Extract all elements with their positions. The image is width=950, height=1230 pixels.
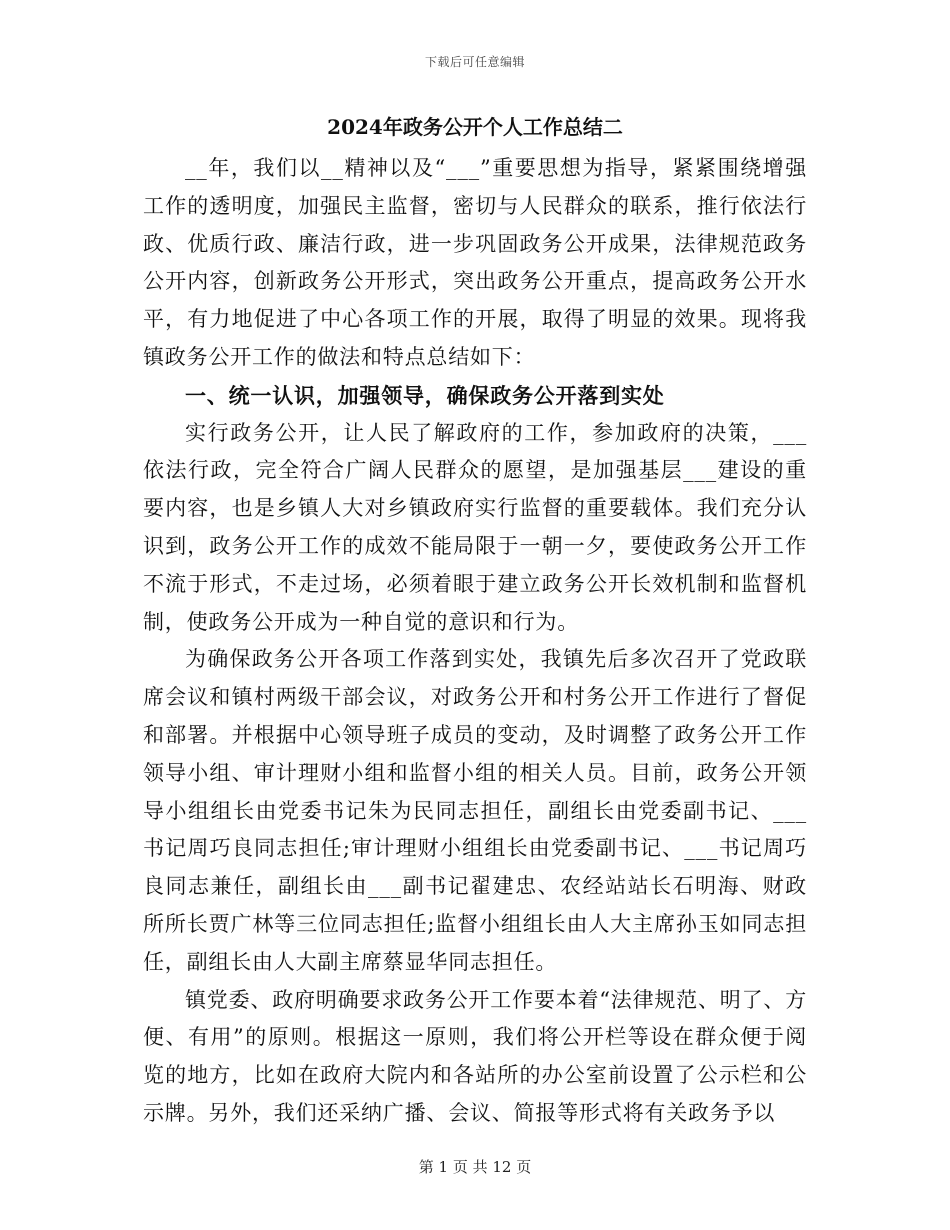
header-note: 下载后可任意编辑 (424, 55, 525, 69)
section1-paragraph-3: 镇党委、政府明确要求政务公开工作要本着“法律规范、明了、方便、有用”的原则。根据这一原则，我们将公开栏等设在群众便于阅览的地方，比如在政府大院内和各站所的办公室前设置了公示栏和公示牌。另外，我们还采纳广播、会议、简报等形式将有关政务予以 (143, 987, 807, 1125)
document-title: 2024年政务公开个人工作总结二 (327, 115, 623, 139)
section1-paragraph-2: 为确保政务公开各项工作落到实处，我镇先后多次召开了党政联席会议和镇村两级干部会议，对政务公开和村务公开工作进行了督促和部署。并根据中心领导班子成员的变动，及时调整了政务公开工作领导小组、审计理财小组和监督小组的相关人员。目前，政务公开领导小组组长由党委书记朱为民同志担任，副组长由党委副书记、___书记周巧良同志担任;审计理财小组组长由党委副书记、___书记周巧良同志兼任，副组长由___副书记翟建忠、农经站站长石明海、财政所所长贾广林等三位同志担任;监督小组组长由人大主席孙玉如同志担任，副组长由人大副主席蔡显华同志担任。 (143, 647, 807, 974)
intro-paragraph: __年，我们以__精神以及“___”重要思想为指导，紧紧围绕增强工作的透明度，加强民主监督，密切与人民群众的联系，推行依法行政、优质行政、廉洁行政，进一步巩固政务公开成果，法律规范政务公开内容，创新政务公开形式，突出政务公开重点，提高政务公开水平，有力地促进了中心各项工作的开展，取得了明显的效果。现将我镇政务公开工作的做法和特点总结如下： (143, 156, 807, 369)
document-body (143, 112, 807, 1133)
section1-paragraph-1: 实行政务公开，让人民了解政府的工作，参加政府的决策，___依法行政，完全符合广阔人民群众的愿望，是加强基层___建设的重要内容，也是乡镇人大对乡镇政府实行监督的重要载体。我们充分认识到，政务公开工作的成效不能局限于一朝一夕，要使政务公开工作不流于形式，不走过场，必须着眼于建立政务公开长效机制和监督机制，使政务公开成为一种自觉的意识和行为。 (143, 420, 807, 634)
section-heading-1: 一、统一认识，加强领导，确保政务公开落到实处 (185, 382, 665, 408)
page-footer: 第 1 页 共 12 页 (418, 1158, 532, 1176)
